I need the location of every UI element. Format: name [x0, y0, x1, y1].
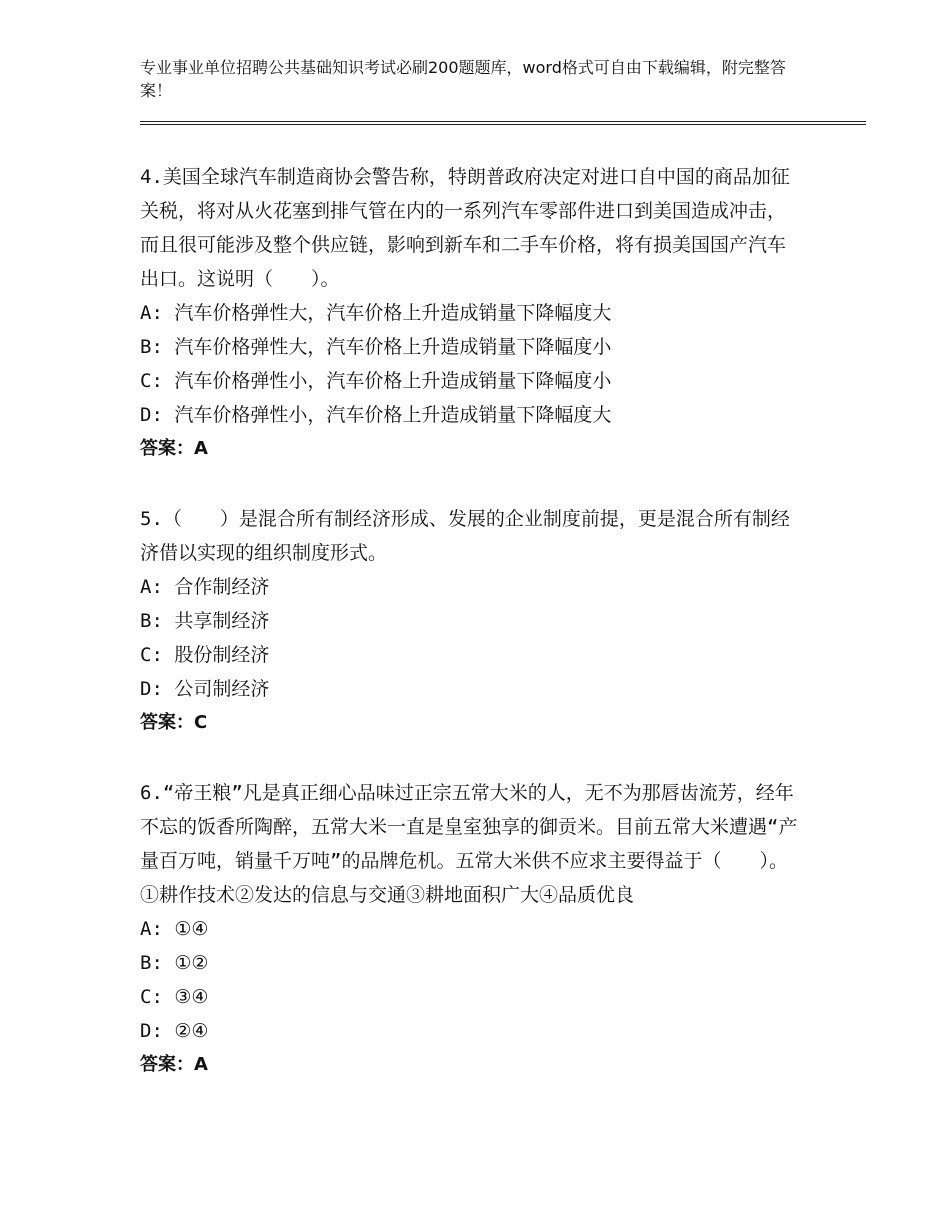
option-c: C: 汽车价格弹性小，汽车价格上升造成销量下降幅度小 [140, 370, 612, 392]
option-b: B: 汽车价格弹性大，汽车价格上升造成销量下降幅度小 [140, 336, 612, 358]
option-d: D: ②④ [140, 1020, 209, 1042]
option-b: B: 共享制经济 [140, 610, 270, 632]
option-d: D: 公司制经济 [140, 678, 270, 700]
option-d: D: 汽车价格弹性小，汽车价格上升造成销量下降幅度大 [140, 404, 612, 426]
answer-label: 答案：C [140, 712, 208, 733]
option-b: B: ①② [140, 952, 209, 974]
question-stem: 4.美国全球汽车制造商协会警告称，特朗普政府决定对进口自中国的商品加征关税，将对从火花塞到排气管在内的一系列汽车零部件进口到美国造成冲击，而且很可能涉及整个供应链，影响到新车和二手车价格，将有损美国国产汽车出口。这说明（ ）。 [140, 166, 790, 290]
header-rule-bottom [140, 124, 866, 125]
question-5 [140, 502, 800, 740]
header-rule-top [140, 121, 866, 122]
question-4 [140, 160, 800, 466]
option-a: A: 汽车价格弹性大，汽车价格上升造成销量下降幅度大 [140, 302, 612, 324]
question-6 [140, 776, 800, 1082]
answer-label: 答案：A [140, 1054, 208, 1075]
option-a: A: 合作制经济 [140, 576, 270, 598]
option-c: C: 股份制经济 [140, 644, 270, 666]
question-stem: 6.“帝王粮”凡是真正细心品味过正宗五常大米的人，无不为那唇齿流芳，经年不忘的饭香所陶醉，五常大米一直是皇室独享的御贡米。目前五常大米遭遇“产量百万吨，销量千万吨”的品牌危机。五常大米供不应求主要得益于（ ）。①耕作技术②发达的信息与交通③耕地面积广大④品质优良 [140, 782, 798, 906]
page-header [140, 56, 800, 102]
question-stem: 5.（ ）是混合所有制经济形成、发展的企业制度前提，更是混合所有制经济借以实现的组织制度形式。 [140, 508, 790, 564]
option-a: A: ①④ [140, 918, 209, 940]
answer-label: 答案：A [140, 438, 208, 459]
option-c: C: ③④ [140, 986, 209, 1008]
header-text: 专业事业单位招聘公共基础知识考试必刷200题题库，word格式可自由下载编辑，附完整答案！ [140, 58, 786, 100]
